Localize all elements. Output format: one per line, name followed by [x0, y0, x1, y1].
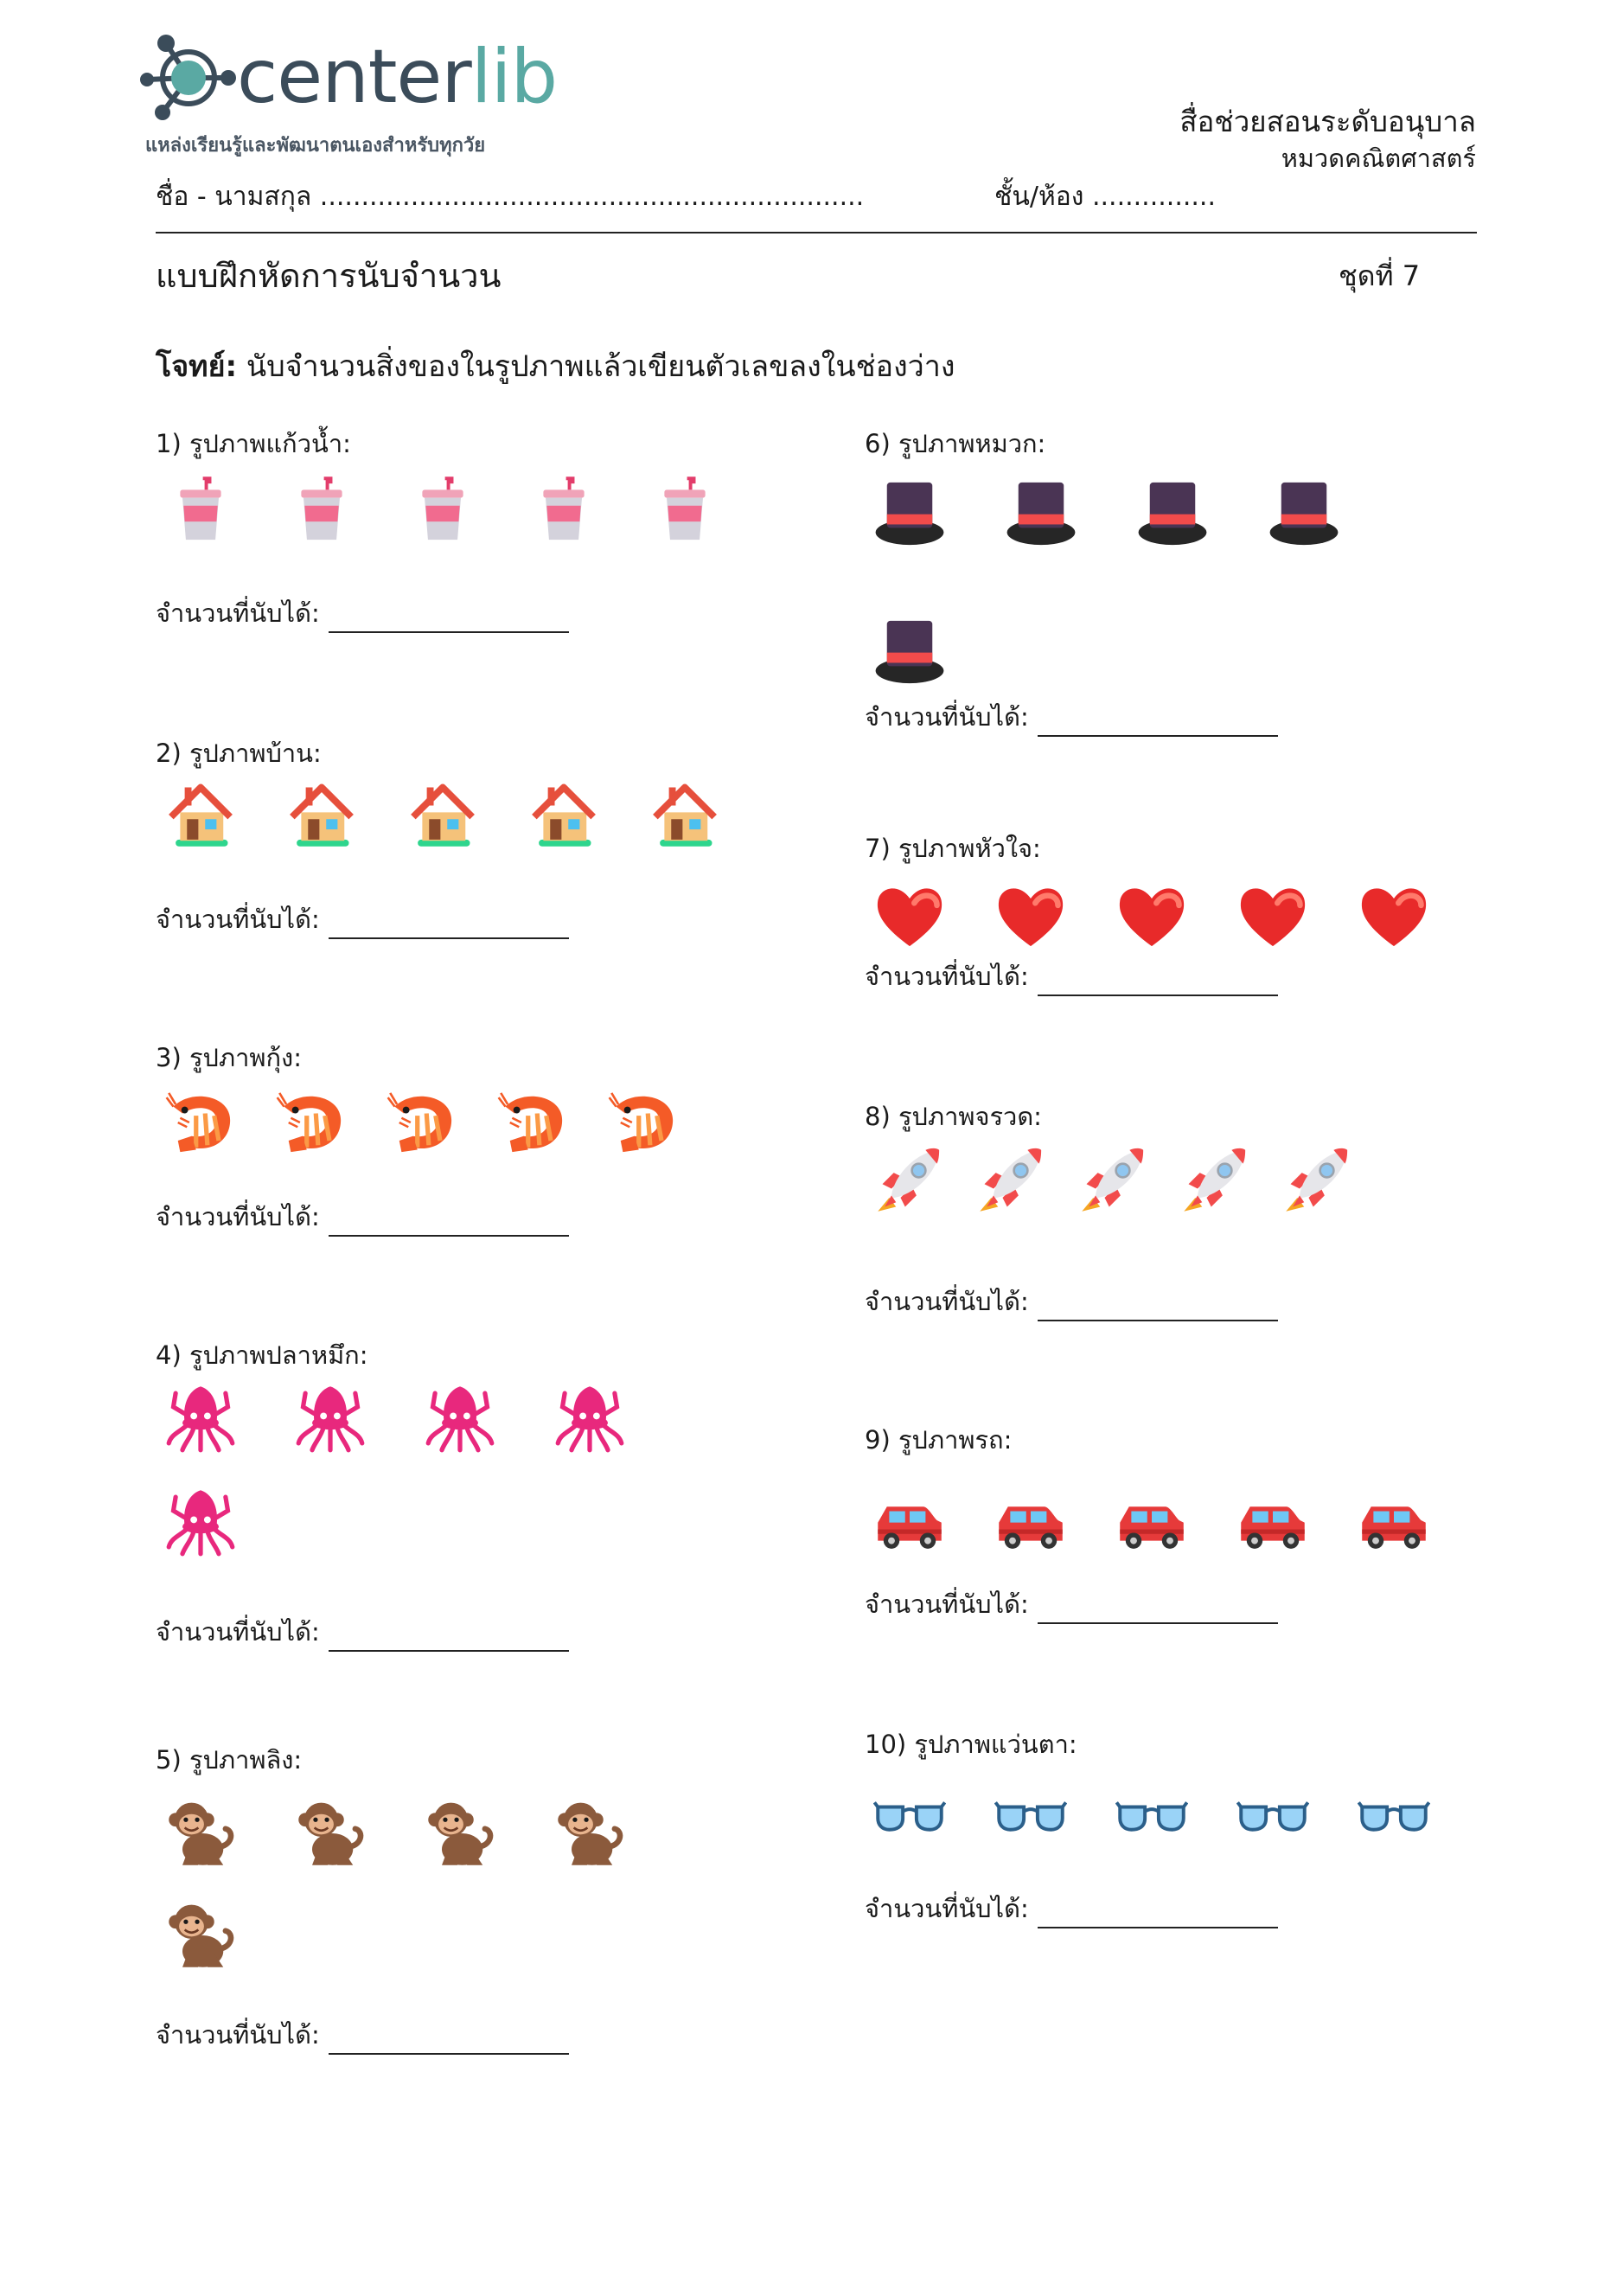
house-icon — [406, 778, 479, 851]
answer-label: จำนวนที่นับได้: — [865, 962, 1029, 991]
question-2-answer[interactable] — [156, 899, 569, 939]
answer-blank[interactable] — [1038, 970, 1278, 996]
answer-blank[interactable] — [1038, 1295, 1278, 1321]
top-hat-icon — [1005, 476, 1077, 548]
heart-icon — [1358, 880, 1430, 953]
question-6-label: 6) รูปภาพหมวก: — [865, 429, 1046, 458]
answer-blank[interactable] — [329, 913, 569, 939]
header-subject: หมวดคณิตศาสตร์ — [1281, 144, 1476, 173]
shrimp-icon — [607, 1086, 680, 1159]
answer-blank[interactable] — [1038, 1598, 1278, 1624]
heart-icon — [994, 880, 1067, 953]
answer-label: จำนวนที่นับได้: — [156, 1202, 320, 1231]
car-icon — [1115, 1484, 1188, 1557]
answer-label: จำนวนที่นับได้: — [156, 598, 320, 628]
glasses-icon — [1358, 1780, 1430, 1852]
question-9-label: 9) รูปภาพรถ: — [865, 1425, 1013, 1455]
heart-icon — [873, 880, 946, 953]
house-icon — [285, 778, 358, 851]
instruction-text: นับจำนวนสิ่งของในรูปภาพแล้วเขียนตัวเลขลงในช่องว่าง — [237, 349, 955, 384]
glasses-icon — [1236, 1780, 1309, 1852]
top-hat-icon — [873, 614, 946, 687]
question-10-answer[interactable] — [865, 1889, 1278, 1928]
car-icon — [994, 1484, 1067, 1557]
glasses-icon — [1115, 1780, 1188, 1852]
squid-icon — [424, 1382, 496, 1455]
answer-label: จำนวนที่นับได้: — [865, 1589, 1029, 1619]
question-8-label: 8) รูปภาพจรวด: — [865, 1102, 1042, 1131]
cup-icon — [649, 474, 721, 547]
answer-label: จำนวนที่นับได้: — [865, 1894, 1029, 1923]
car-icon — [873, 1484, 946, 1557]
car-icon — [1236, 1484, 1309, 1557]
answer-blank[interactable] — [1038, 711, 1278, 737]
house-icon — [164, 778, 237, 851]
rocket-icon — [1179, 1143, 1252, 1216]
squid-icon — [553, 1382, 626, 1455]
shrimp-icon — [386, 1086, 458, 1159]
heart-icon — [1115, 880, 1188, 953]
question-4-label: 4) รูปภาพปลาหมึก: — [156, 1340, 368, 1370]
answer-label: จำนวนที่นับได้: — [865, 1287, 1029, 1316]
top-hat-icon — [1136, 476, 1209, 548]
cup-icon — [527, 474, 600, 547]
answer-blank[interactable] — [329, 1626, 569, 1652]
answer-label: จำนวนที่นับได้: — [865, 702, 1029, 732]
answer-blank[interactable] — [329, 607, 569, 633]
monkey-icon — [164, 1797, 237, 1870]
question-9-answer[interactable] — [865, 1584, 1278, 1624]
answer-blank[interactable] — [329, 2029, 569, 2055]
brand-logo: centerlib — [237, 34, 558, 120]
brand-tagline: แหล่งเรียนรู้และพัฒนาตนเองสำหรับทุกวัย — [145, 135, 486, 157]
question-5-answer[interactable] — [156, 2015, 569, 2055]
rocket-icon — [873, 1143, 946, 1216]
answer-blank[interactable] — [1038, 1903, 1278, 1928]
rocket-icon — [1281, 1143, 1354, 1216]
question-3-answer[interactable] — [156, 1197, 569, 1237]
rocket-icon — [1077, 1143, 1150, 1216]
rocket-icon — [975, 1143, 1048, 1216]
instruction-label: โจทย์: — [156, 349, 238, 384]
shrimp-icon — [164, 1086, 237, 1159]
header-category: สื่อช่วยสอนระดับอนุบาล — [1179, 105, 1476, 138]
squid-icon — [164, 1382, 237, 1455]
top-hat-icon — [1268, 476, 1340, 548]
cup-icon — [406, 474, 479, 547]
set-number: ชุดที่ 7 — [1339, 259, 1421, 292]
question-3-label: 3) รูปภาพกุ้ง: — [156, 1043, 302, 1072]
monkey-icon — [424, 1797, 496, 1870]
question-8-answer[interactable] — [865, 1282, 1278, 1321]
cup-icon — [285, 474, 358, 547]
monkey-icon — [553, 1797, 626, 1870]
answer-label: จำนวนที่นับได้: — [156, 905, 320, 934]
shrimp-icon — [275, 1086, 348, 1159]
class-field[interactable]: ชั้น/ห้อง ............... — [994, 182, 1216, 212]
monkey-icon — [294, 1797, 367, 1870]
question-1-label: 1) รูปภาพแก้วน้ำ: — [156, 429, 351, 458]
question-7-label: 7) รูปภาพหัวใจ: — [865, 834, 1041, 863]
shrimp-icon — [496, 1086, 569, 1159]
squid-icon — [164, 1486, 237, 1558]
squid-icon — [294, 1382, 367, 1455]
instruction — [156, 342, 955, 389]
cup-icon — [164, 474, 237, 547]
question-5-label: 5) รูปภาพลิง: — [156, 1745, 303, 1775]
glasses-icon — [994, 1780, 1067, 1852]
question-6-answer[interactable] — [865, 697, 1278, 737]
logo-icon — [138, 29, 240, 125]
house-icon — [527, 778, 600, 851]
question-7-answer[interactable] — [865, 956, 1278, 996]
answer-label: จำนวนที่นับได้: — [156, 1617, 320, 1647]
monkey-icon — [164, 1899, 237, 1972]
question-4-answer[interactable] — [156, 1612, 569, 1652]
question-1-answer[interactable] — [156, 593, 569, 633]
top-hat-icon — [873, 476, 946, 548]
car-icon — [1358, 1484, 1430, 1557]
header-divider — [156, 232, 1477, 233]
glasses-icon — [873, 1780, 946, 1852]
worksheet-title: แบบฝึกหัดการนับจำนวน — [156, 257, 502, 295]
heart-icon — [1236, 880, 1309, 953]
question-10-label: 10) รูปภาพแว่นตา: — [865, 1730, 1077, 1759]
house-icon — [649, 778, 721, 851]
question-2-label: 2) รูปภาพบ้าน: — [156, 739, 322, 768]
answer-blank[interactable] — [329, 1211, 569, 1237]
answer-label: จำนวนที่นับได้: — [156, 2020, 320, 2050]
name-field[interactable]: ชื่อ - นามสกุล .................................................................. — [156, 182, 865, 212]
